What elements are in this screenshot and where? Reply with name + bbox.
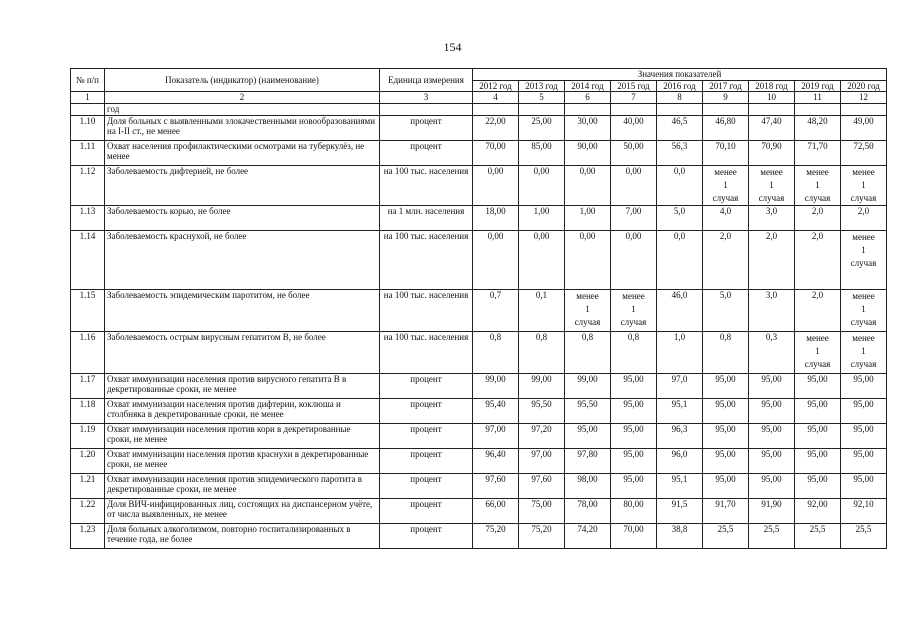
value-cell: 95,1 [657, 473, 703, 498]
value-cell [795, 165, 841, 205]
value-cell: 25,5 [795, 523, 841, 548]
value-cell: 2,0 [795, 230, 841, 289]
unit-cell: процент [380, 140, 473, 165]
table-row [71, 448, 887, 473]
value-cell: 0,8 [611, 331, 657, 373]
indicator-name: Доля больных с выявленными злокачественными новообразованиями на I-II ст., не менее [105, 115, 380, 140]
header-year: 2013 год [519, 80, 565, 92]
value-cell: 47,40 [749, 115, 795, 140]
indicator-name: Заболеваемость дифтерией, не более [105, 165, 380, 205]
value-cell: 92,10 [841, 498, 887, 523]
row-number: 1.16 [71, 331, 105, 373]
value-cell: 46,0 [657, 289, 703, 331]
header-year: 2016 год [657, 80, 703, 92]
value-cell: 5,0 [657, 205, 703, 230]
indicator-name: Охват иммунизации населения против краснухи в декретированные сроки, не менее [105, 448, 380, 473]
table-row [71, 473, 887, 498]
value-cell [611, 289, 657, 331]
value-cell: 95,00 [749, 448, 795, 473]
page-number: 154 [443, 40, 462, 54]
value-cell: 95,00 [841, 448, 887, 473]
value-cell: 95,00 [611, 473, 657, 498]
value-cell: 22,00 [473, 115, 519, 140]
value-cell: 97,80 [565, 448, 611, 473]
unit-cell: процент [380, 115, 473, 140]
value-cell: 1,00 [565, 205, 611, 230]
value-cell: 95,00 [841, 473, 887, 498]
value-cell: 5,0 [703, 289, 749, 331]
value-text: менее 1 случая [620, 290, 647, 327]
table-row [71, 373, 887, 398]
value-cell: 95,00 [703, 473, 749, 498]
indicator-name: Доля ВИЧ-инфицированных лиц, состоящих на диспансерном учёте, от числа выявленных, не менее [105, 498, 380, 523]
value-cell: 46,5 [657, 115, 703, 140]
value-cell: 72,50 [841, 140, 887, 165]
value-cell: 18,00 [473, 205, 519, 230]
value-cell: 0,00 [473, 165, 519, 205]
row-number: 1.15 [71, 289, 105, 331]
header-values-group: Значения показателей [473, 69, 887, 81]
value-cell: 95,50 [565, 398, 611, 423]
value-cell: 78,00 [565, 498, 611, 523]
value-cell: 46,80 [703, 115, 749, 140]
value-cell: 95,00 [841, 423, 887, 448]
indicator-name: Охват иммунизации населения против дифтерии, коклюша и столбняка в декретированные сроки, не менее [105, 398, 380, 423]
value-text: менее 1 случая [758, 166, 785, 203]
value-cell: 95,00 [749, 473, 795, 498]
value-cell: 1,0 [657, 331, 703, 373]
value-cell [795, 104, 841, 116]
column-numbers-row [71, 92, 887, 104]
value-cell: 95,00 [841, 373, 887, 398]
value-cell: 40,00 [611, 115, 657, 140]
column-number: 12 [841, 92, 887, 104]
table-row [71, 289, 887, 331]
indicator-name: Заболеваемость эпидемическим паротитом, не более [105, 289, 380, 331]
indicator-name: Охват иммунизации населения против вирусного гепатита В в декретированные сроки, не менее [105, 373, 380, 398]
header-unit: Единица измерения [380, 69, 473, 92]
value-cell: 99,00 [565, 373, 611, 398]
value-cell: 70,90 [749, 140, 795, 165]
column-number: 4 [473, 92, 519, 104]
unit-cell: на 1 млн. населения [380, 205, 473, 230]
value-cell: 90,00 [565, 140, 611, 165]
row-number: 1.13 [71, 205, 105, 230]
value-cell [841, 289, 887, 331]
unit-cell: процент [380, 498, 473, 523]
header-year: 2015 год [611, 80, 657, 92]
value-cell: 70,00 [473, 140, 519, 165]
value-cell [749, 104, 795, 116]
value-cell: 0,8 [565, 331, 611, 373]
value-cell [795, 331, 841, 373]
value-text: менее 1 случая [804, 166, 831, 203]
value-cell: 48,20 [795, 115, 841, 140]
value-cell: 2,0 [795, 205, 841, 230]
header-year: 2017 год [703, 80, 749, 92]
value-cell: 91,5 [657, 498, 703, 523]
value-cell: 95,00 [795, 473, 841, 498]
value-cell: 0,00 [611, 165, 657, 205]
value-cell: 85,00 [519, 140, 565, 165]
value-cell: 96,3 [657, 423, 703, 448]
value-text: менее 1 случая [850, 332, 877, 369]
value-cell [841, 104, 887, 116]
column-number: 2 [105, 92, 380, 104]
value-cell [841, 165, 887, 205]
value-cell: 3,0 [749, 289, 795, 331]
value-cell: 97,00 [473, 423, 519, 448]
indicator-name: Заболеваемость краснухой, не более [105, 230, 380, 289]
value-cell: 2,0 [841, 205, 887, 230]
column-number: 10 [749, 92, 795, 104]
value-cell: 0,0 [657, 230, 703, 289]
table-row [71, 115, 887, 140]
value-cell: 98,00 [565, 473, 611, 498]
column-number: 8 [657, 92, 703, 104]
indicators-table [70, 68, 887, 549]
header-year: 2012 год [473, 80, 519, 92]
value-cell: 71,70 [795, 140, 841, 165]
value-text: менее 1 случая [712, 166, 739, 203]
column-number: 5 [519, 92, 565, 104]
table-row [71, 165, 887, 205]
value-cell: 2,0 [795, 289, 841, 331]
value-cell: 75,20 [473, 523, 519, 548]
value-cell: 95,00 [749, 373, 795, 398]
unit-cell: процент [380, 398, 473, 423]
value-cell: 92,00 [795, 498, 841, 523]
value-cell: 95,00 [703, 448, 749, 473]
value-cell: 75,20 [519, 523, 565, 548]
value-cell: 2,0 [703, 230, 749, 289]
row-number: 1.12 [71, 165, 105, 205]
table-body [71, 104, 887, 549]
value-cell [749, 165, 795, 205]
header-indicator: Показатель (индикатор) (наименование) [105, 69, 380, 92]
value-cell [565, 104, 611, 116]
unit-cell: на 100 тыс. населения [380, 230, 473, 289]
header-year: 2020 год [841, 80, 887, 92]
row-number: 1.22 [71, 498, 105, 523]
value-text: менее 1 случая [850, 231, 877, 268]
value-cell [841, 230, 887, 289]
value-cell: 99,00 [519, 373, 565, 398]
value-cell: 95,00 [611, 423, 657, 448]
row-number: 1.23 [71, 523, 105, 548]
value-cell: 49,00 [841, 115, 887, 140]
row-number: 1.21 [71, 473, 105, 498]
value-cell: 0,1 [519, 289, 565, 331]
indicator-name: Доля больных алкоголизмом, повторно госпитализированных в течение года, не более [105, 523, 380, 548]
unit-cell [380, 104, 473, 116]
column-number: 6 [565, 92, 611, 104]
value-cell: 1,00 [519, 205, 565, 230]
table-row [71, 230, 887, 289]
header-year: 2019 год [795, 80, 841, 92]
value-cell: 50,00 [611, 140, 657, 165]
row-number: 1.11 [71, 140, 105, 165]
row-number [71, 104, 105, 116]
table-row [71, 331, 887, 373]
value-cell: 95,00 [703, 373, 749, 398]
row-number: 1.20 [71, 448, 105, 473]
value-text: менее 1 случая [850, 166, 877, 203]
unit-cell: на 100 тыс. населения [380, 331, 473, 373]
value-cell [703, 165, 749, 205]
table-row [71, 104, 887, 116]
value-cell: 97,60 [473, 473, 519, 498]
value-cell [473, 104, 519, 116]
unit-cell: процент [380, 373, 473, 398]
unit-cell: на 100 тыс. населения [380, 165, 473, 205]
value-cell: 91,70 [703, 498, 749, 523]
value-cell: 0,8 [473, 331, 519, 373]
value-cell: 95,00 [703, 398, 749, 423]
value-cell: 0,00 [565, 165, 611, 205]
value-cell: 3,0 [749, 205, 795, 230]
value-cell: 95,00 [611, 373, 657, 398]
value-cell: 95,50 [519, 398, 565, 423]
value-cell: 95,00 [611, 448, 657, 473]
value-cell: 4,0 [703, 205, 749, 230]
row-number: 1.17 [71, 373, 105, 398]
unit-cell: процент [380, 423, 473, 448]
column-number: 3 [380, 92, 473, 104]
value-cell: 80,00 [611, 498, 657, 523]
value-cell: 70,00 [611, 523, 657, 548]
column-number: 9 [703, 92, 749, 104]
table-row [71, 140, 887, 165]
value-cell: 0,00 [611, 230, 657, 289]
value-cell: 75,00 [519, 498, 565, 523]
indicator-name: Охват иммунизации населения против кори в декретированные сроки, не менее [105, 423, 380, 448]
unit-cell: процент [380, 523, 473, 548]
column-number: 7 [611, 92, 657, 104]
value-cell: 97,60 [519, 473, 565, 498]
value-cell [841, 331, 887, 373]
value-cell: 95,00 [565, 423, 611, 448]
value-cell: 95,00 [795, 448, 841, 473]
value-cell: 0,8 [519, 331, 565, 373]
value-cell: 7,00 [611, 205, 657, 230]
value-cell [703, 104, 749, 116]
value-cell [657, 104, 703, 116]
column-number: 1 [71, 92, 105, 104]
indicator-name: Охват иммунизации населения против эпидемического паротита в декретированные сроки, не менее [105, 473, 380, 498]
header-year: 2018 год [749, 80, 795, 92]
unit-cell: процент [380, 448, 473, 473]
indicator-name: Охват населения профилактическими осмотрами на туберкулёз, не менее [105, 140, 380, 165]
value-cell: 0,0 [657, 165, 703, 205]
indicator-name: год [105, 104, 380, 116]
row-number: 1.18 [71, 398, 105, 423]
value-cell: 2,0 [749, 230, 795, 289]
value-cell: 97,20 [519, 423, 565, 448]
value-text: менее 1 случая [850, 290, 877, 327]
value-cell: 99,00 [473, 373, 519, 398]
value-cell: 97,00 [519, 448, 565, 473]
value-cell: 95,00 [703, 423, 749, 448]
table-row [71, 498, 887, 523]
value-cell: 0,00 [519, 230, 565, 289]
value-cell: 30,00 [565, 115, 611, 140]
value-text: менее 1 случая [574, 290, 601, 327]
value-cell: 38,8 [657, 523, 703, 548]
value-text: менее 1 случая [804, 332, 831, 369]
value-cell: 56,3 [657, 140, 703, 165]
value-cell: 0,7 [473, 289, 519, 331]
row-number: 1.19 [71, 423, 105, 448]
value-cell: 25,5 [749, 523, 795, 548]
table-row [71, 398, 887, 423]
header-year: 2014 год [565, 80, 611, 92]
value-cell: 25,5 [703, 523, 749, 548]
indicator-name: Заболеваемость острым вирусным гепатитом В, не более [105, 331, 380, 373]
value-cell: 95,00 [795, 423, 841, 448]
column-number: 11 [795, 92, 841, 104]
value-cell: 0,00 [519, 165, 565, 205]
value-cell: 0,8 [703, 331, 749, 373]
value-cell: 25,5 [841, 523, 887, 548]
value-cell: 95,00 [611, 398, 657, 423]
table-row [71, 523, 887, 548]
indicator-name: Заболеваемость корью, не более [105, 205, 380, 230]
value-cell: 74,20 [565, 523, 611, 548]
value-cell: 95,1 [657, 398, 703, 423]
value-cell: 95,00 [795, 398, 841, 423]
value-cell: 66,00 [473, 498, 519, 523]
value-cell: 70,10 [703, 140, 749, 165]
value-cell: 91,90 [749, 498, 795, 523]
value-cell [611, 104, 657, 116]
header-row-1 [71, 69, 887, 81]
value-cell: 0,00 [565, 230, 611, 289]
header-num: № п/п [71, 69, 105, 92]
value-cell: 95,00 [795, 373, 841, 398]
value-cell: 97,0 [657, 373, 703, 398]
row-number: 1.10 [71, 115, 105, 140]
row-number: 1.14 [71, 230, 105, 289]
table-row [71, 423, 887, 448]
value-cell: 25,00 [519, 115, 565, 140]
unit-cell: процент [380, 473, 473, 498]
value-cell: 0,3 [749, 331, 795, 373]
value-cell: 95,00 [749, 423, 795, 448]
value-cell: 0,00 [473, 230, 519, 289]
value-cell [565, 289, 611, 331]
value-cell: 95,00 [749, 398, 795, 423]
value-cell: 96,40 [473, 448, 519, 473]
value-cell: 96,0 [657, 448, 703, 473]
value-cell: 95,40 [473, 398, 519, 423]
table-row [71, 205, 887, 230]
value-cell: 95,00 [841, 398, 887, 423]
value-cell [519, 104, 565, 116]
unit-cell: на 100 тыс. населения [380, 289, 473, 331]
